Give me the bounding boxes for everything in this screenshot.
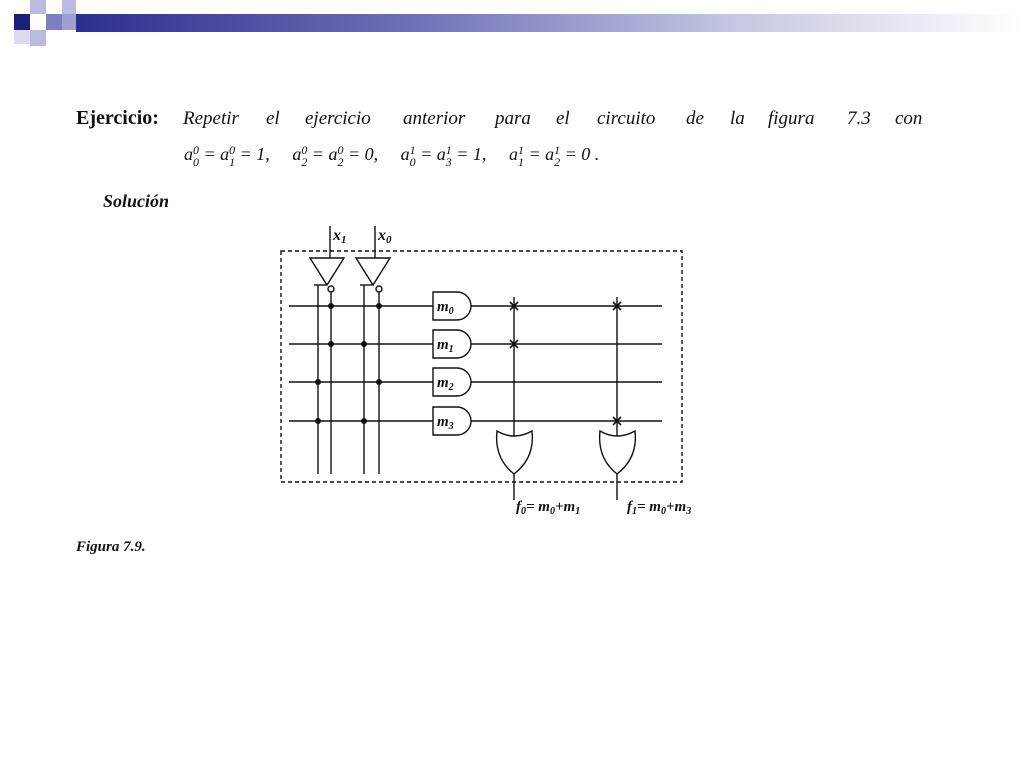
input-label-x0: x0	[378, 227, 392, 246]
inverter-bubble-x0	[376, 286, 382, 292]
output-label-f0: $f_0= m_0+m_1$	[516, 499, 581, 517]
statement-word: Repetir	[183, 108, 239, 129]
statement-word: para	[495, 108, 531, 129]
minterm-label-m3: $m_3$	[437, 414, 454, 432]
statement-word: el	[556, 108, 570, 129]
statement-word: la	[730, 108, 745, 129]
statement-word: el	[266, 108, 280, 129]
statement-word: de	[686, 108, 704, 129]
inverter-bubble-x1	[328, 286, 334, 292]
output-label-f1: $f_1= m_0+m_3$	[627, 499, 692, 517]
or-gate-f0	[497, 431, 533, 474]
input-label-x1: x1	[333, 227, 347, 246]
statement-word: con	[895, 108, 923, 129]
equation: a 1 0 = a 1 3 = 1,	[400, 143, 487, 169]
equation: a 1 1 = a 1 2 = 0 .	[508, 143, 600, 169]
circuit-boundary	[281, 251, 682, 482]
connection-marks	[510, 302, 621, 425]
buffer-x1	[310, 258, 344, 285]
and-plane-dots	[315, 303, 382, 424]
solution-heading: Solución	[103, 191, 170, 211]
figure-caption: Figura 7.9.	[76, 539, 146, 555]
minterm-label-m2: $m_2$	[437, 375, 454, 393]
statement-word: ejercicio	[305, 108, 371, 129]
equation: a 0 2 = a 0 2 = 0,	[292, 143, 379, 169]
or-gate-f1	[600, 431, 636, 474]
equation: a 0 0 = a 0 1 = 1,	[184, 143, 270, 169]
exercise-label: Ejercicio:	[76, 107, 159, 129]
statement-word: figura	[768, 108, 815, 129]
minterm-label-m1: $m_1$	[437, 337, 454, 355]
minterm-label-m0: $m_0$	[437, 299, 454, 317]
statement-word: circuito	[597, 108, 656, 129]
buffer-x0	[356, 258, 390, 285]
statement-word: 7.3	[847, 108, 871, 129]
statement-word: anterior	[403, 108, 466, 129]
